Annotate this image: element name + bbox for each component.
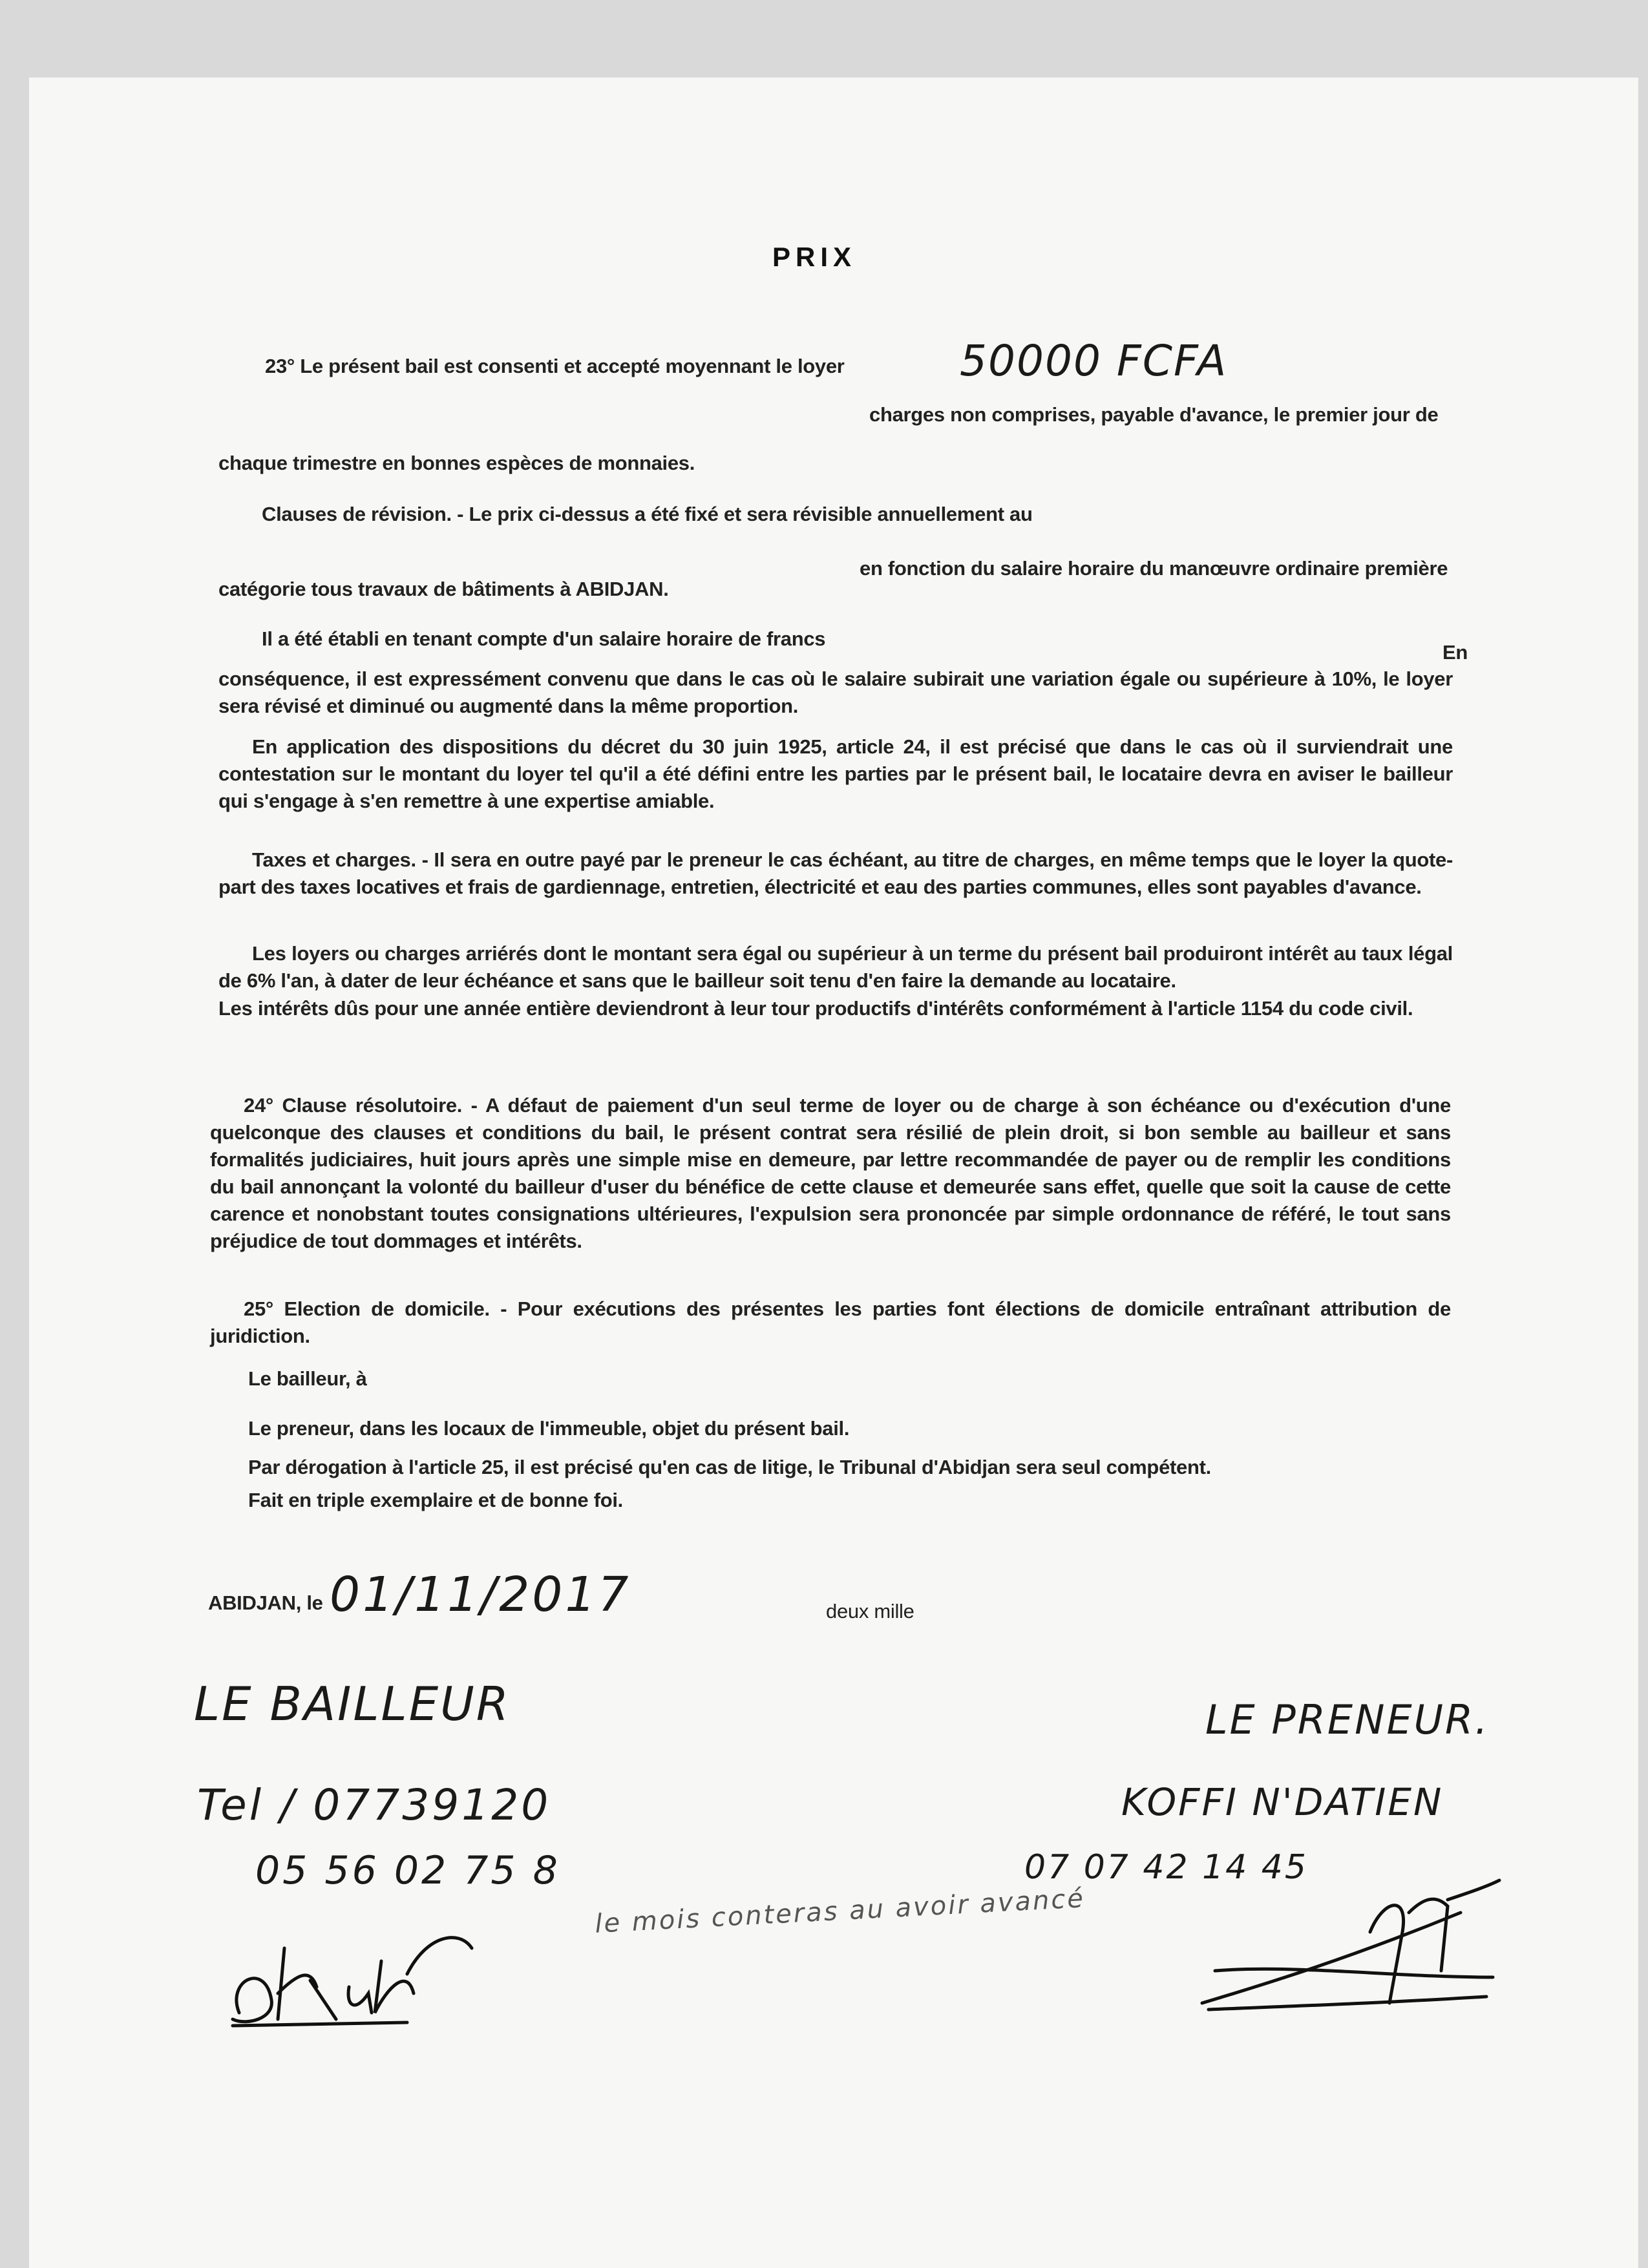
preneur-line: Le preneur, dans les locaux de l'immeuble, objet du présent bail. (248, 1417, 850, 1440)
rent-amount-handwritten: 50000 FCFA (960, 336, 1228, 386)
salary-en: En (1442, 641, 1468, 664)
triple-line: Fait en triple exemplaire et de bonne foi. (248, 1489, 623, 1511)
handwritten-preneur-name: KOFFI N'DATIEN (1121, 1780, 1444, 1824)
date-handwritten: 01/11/2017 (330, 1567, 631, 1622)
art23-continuation: charges non comprises, payable d'avance, le premier jour de (869, 403, 1439, 426)
handwritten-le-bailleur: LE BAILLEUR (194, 1677, 511, 1731)
arrears-paragraph: Les loyers ou charges arriérés dont le montant sera égal ou supérieur à un terme du présent bail produiront intérêt au taux légal de 6% l'an, à dater de leur échéance et sans que le bailleur soit tenu d'en faire la demande au locataire. (218, 942, 1453, 992)
salary-lead: Il a été établi en tenant compte d'un salaire horaire de francs (262, 627, 826, 650)
revision-clause-lead: Clauses de révision. - Le prix ci-dessus a été fixé et sera révisible annuellement au (262, 503, 1033, 525)
revision-clause-continuation-2: catégorie tous travaux de bâtiments à ABIDJAN. (218, 578, 669, 600)
bailleur-line: Le bailleur, à (248, 1367, 367, 1390)
revision-clause-continuation: en fonction du salaire horaire du manœuvre ordinaire première (860, 557, 1448, 580)
deux-mille-label: deux mille (826, 1600, 914, 1622)
decree-paragraph: En application des dispositions du décret du 30 juin 1925, article 24, il est précisé que dans le cas où il surviendrait une contestation sur le montant du loyer tel qu'il a été défini entre les parties par le présent bail, le locataire devra en aviser le bailleur qui s'engage à s'en remettre à une expertise amiable. (218, 735, 1453, 812)
art24-resolutory-clause: 24° Clause résolutoire. - A défaut de paiement d'un seul terme de loyer ou de charge à son échéance ou d'exécution d'une quelconque des clauses et conditions du bail, le présent contrat sera résilié de plein droit, si bon semble au bailleur et sans formalités judiciaires, huit jours après une simple mise en demeure, par lettre recommandée de payer ou de remplir les conditions du bail annonçant la volonté du bailleur d'user du bénéfice de cette clause et demeurée sans effet, quelle que soit la cause de cette carence et nonobstant toutes consignations ultérieures, l'expulsion sera prononcée par simple ordonnance de référé, le tout sans préjudice de tout dommages et intérêts. (210, 1094, 1451, 1252)
bailleur-signature (213, 1922, 485, 2039)
interest-paragraph: Les intérêts dûs pour une année entière deviendront à leur tour productifs d'intérêts conformément à l'article 1154 du code civil. (218, 997, 1413, 1020)
preneur-signature (1189, 1874, 1525, 2029)
handwritten-bailleur-phone-2: 05 56 02 75 8 (255, 1848, 560, 1893)
date-lead: ABIDJAN, le (208, 1591, 323, 1614)
handwritten-note: le mois conteras au avoir avancé (594, 1884, 1086, 1939)
art23-lead: 23° Le présent bail est consenti et accepté moyennant le loyer (265, 355, 845, 377)
handwritten-preneur-phone: 07 07 42 14 45 (1024, 1848, 1308, 1887)
page-title: PRIX (772, 242, 857, 272)
derogation-line: Par dérogation à l'article 25, il est précisé qu'en cas de litige, le Tribunal d'Abidjan sera seul compétent. (248, 1456, 1211, 1478)
handwritten-bailleur-phone: Tel / 07739120 (197, 1780, 551, 1830)
handwritten-le-preneur: LE PRENEUR. (1205, 1696, 1490, 1743)
salary-paragraph: conséquence, il est expressément convenu que dans le cas où le salaire subirait une variation égale ou supérieure à 10%, le loyer sera révisé et diminué ou augmenté dans la même proportion. (218, 667, 1453, 717)
art25-domicile: 25° Election de domicile. - Pour exécutions des présentes les parties font élections de domicile entraînant attribution de juridiction. (210, 1297, 1451, 1347)
taxes-paragraph: Taxes et charges. - Il sera en outre payé par le preneur le cas échéant, au titre de charges, en même temps que le loyer la quote-part des taxes locatives et frais de gardiennage, entretien, électricité et eau des parties communes, elles sont payables d'avance. (218, 848, 1453, 898)
art23-continuation-2: chaque trimestre en bonnes espèces de monnaies. (218, 452, 695, 474)
